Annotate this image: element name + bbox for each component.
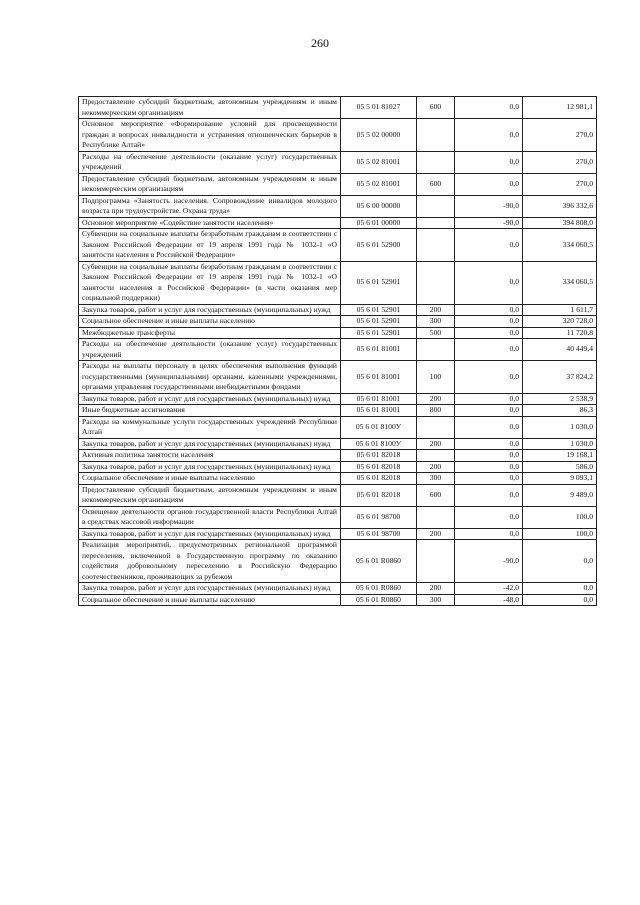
expense-name-cell: Иные бюджетные ассигнования xyxy=(79,405,341,417)
change-amount-cell: 0,0 xyxy=(455,506,523,528)
total-amount-cell: 394 808,0 xyxy=(523,217,597,229)
expense-name-cell: Закупка товаров, работ и услуг для государственных (муниципальных) нужд xyxy=(79,461,341,473)
budget-table xyxy=(78,96,597,606)
expense-type-cell xyxy=(417,506,455,528)
target-code-cell: 05 6 01 R0860 xyxy=(341,594,417,606)
target-code-cell: 05 6 01 82018 xyxy=(341,450,417,462)
total-amount-cell: 19 168,1 xyxy=(523,450,597,462)
total-amount-cell: 270,0 xyxy=(523,173,597,195)
target-code-cell: 05 6 01 52900 xyxy=(341,229,417,262)
table-row xyxy=(79,97,597,119)
table-row xyxy=(79,461,597,473)
table-row xyxy=(79,339,597,361)
expense-name-cell: Социальное обеспечение и иные выплаты населению xyxy=(79,473,341,485)
change-amount-cell: 0,0 xyxy=(455,97,523,119)
change-amount-cell: 0,0 xyxy=(455,484,523,506)
total-amount-cell: 100,0 xyxy=(523,528,597,540)
expense-name-cell: Закупка товаров, работ и услуг для государственных (муниципальных) нужд xyxy=(79,528,341,540)
target-code-cell: 05 6 01 8100У xyxy=(341,416,417,438)
change-amount-cell: 0,0 xyxy=(455,229,523,262)
change-amount-cell: 0,0 xyxy=(455,528,523,540)
expense-type-cell: 200 xyxy=(417,304,455,316)
table-row xyxy=(79,151,597,173)
expense-type-cell xyxy=(417,339,455,361)
target-code-cell: 05 6 01 81001 xyxy=(341,405,417,417)
target-code-cell: 05 5 02 00000 xyxy=(341,119,417,152)
expense-type-cell: 100 xyxy=(417,361,455,394)
expense-type-cell: 200 xyxy=(417,583,455,595)
expense-name-cell: Социальное обеспечение и иные выплаты населению xyxy=(79,594,341,606)
change-amount-cell: 0,0 xyxy=(455,261,523,304)
target-code-cell: 05 6 01 52901 xyxy=(341,261,417,304)
target-code-cell: 05 6 01 52901 xyxy=(341,327,417,339)
table-row xyxy=(79,473,597,485)
expense-type-cell xyxy=(417,151,455,173)
target-code-cell: 05 5 02 81001 xyxy=(341,151,417,173)
target-code-cell: 05 6 01 82018 xyxy=(341,473,417,485)
expense-name-cell: Субвенции на социальные выплаты безработным гражданам в соответствии с Законом Российской Федерации от 19 апреля 1991 года № 1032-1 «О занятости населения в Российской Федерации» xyxy=(79,229,341,262)
total-amount-cell: 1 030,0 xyxy=(523,416,597,438)
change-amount-cell: 0,0 xyxy=(455,119,523,152)
expense-name-cell: Расходы на обеспечение деятельности (оказание услуг) государственных учреждений xyxy=(79,339,341,361)
expense-name-cell: Предоставление субсидий бюджетным, автономным учреждениям и иным некоммерческим организациям xyxy=(79,173,341,195)
target-code-cell: 05 6 01 81001 xyxy=(341,361,417,394)
expense-type-cell xyxy=(417,416,455,438)
total-amount-cell: 334 060,5 xyxy=(523,261,597,304)
table-row xyxy=(79,405,597,417)
target-code-cell: 05 6 01 00000 xyxy=(341,217,417,229)
total-amount-cell: 270,0 xyxy=(523,119,597,152)
expense-type-cell: 500 xyxy=(417,327,455,339)
expense-name-cell: Субвенции на социальные выплаты безработным гражданам в соответствии с Законом Российской Федерации от 19 апреля 1991 года № 1032-1 «О занятости населения в Российской Федерации» (в части оказания мер социальной поддержки) xyxy=(79,261,341,304)
change-amount-cell: -90,0 xyxy=(455,217,523,229)
expense-type-cell: 300 xyxy=(417,316,455,328)
expense-type-cell: 600 xyxy=(417,173,455,195)
expense-name-cell: Расходы на выплаты персоналу в целях обеспечения выполнения функций государственными (муниципальными) органами, казенными учреждениями, органами управления государственными внебюджетными фондами xyxy=(79,361,341,394)
change-amount-cell: -90,0 xyxy=(455,195,523,217)
expense-type-cell xyxy=(417,261,455,304)
expense-type-cell xyxy=(417,195,455,217)
page-number: 260 xyxy=(311,36,329,50)
change-amount-cell: 0,0 xyxy=(455,304,523,316)
expense-name-cell: Предоставление субсидий бюджетным, автономным учреждениям и иным некоммерческим организациям xyxy=(79,97,341,119)
total-amount-cell: 0,0 xyxy=(523,540,597,583)
total-amount-cell: 0,0 xyxy=(523,594,597,606)
target-code-cell: 05 6 01 R0860 xyxy=(341,583,417,595)
expense-name-cell: Активная политика занятости населения xyxy=(79,450,341,462)
table-row xyxy=(79,229,597,262)
table-row xyxy=(79,304,597,316)
table-row xyxy=(79,583,597,595)
total-amount-cell: 9 489,0 xyxy=(523,484,597,506)
table-row xyxy=(79,217,597,229)
target-code-cell: 05 6 01 98700 xyxy=(341,506,417,528)
change-amount-cell: 0,0 xyxy=(455,450,523,462)
table-row xyxy=(79,361,597,394)
change-amount-cell: 0,0 xyxy=(455,473,523,485)
expense-name-cell: Предоставление субсидий бюджетным, автономным учреждениям и иным некоммерческим организациям xyxy=(79,484,341,506)
change-amount-cell: -48,0 xyxy=(455,594,523,606)
expense-name-cell: Закупка товаров, работ и услуг для государственных (муниципальных) нужд xyxy=(79,438,341,450)
target-code-cell: 05 5 02 81001 xyxy=(341,173,417,195)
change-amount-cell: 0,0 xyxy=(455,461,523,473)
total-amount-cell: 2 538,9 xyxy=(523,393,597,405)
expense-type-cell: 200 xyxy=(417,393,455,405)
total-amount-cell: 9 093,1 xyxy=(523,473,597,485)
table-row xyxy=(79,327,597,339)
total-amount-cell: 1 030,0 xyxy=(523,438,597,450)
expense-name-cell: Расходы на обеспечение деятельности (оказание услуг) государственных учреждений xyxy=(79,151,341,173)
total-amount-cell: 320 728,0 xyxy=(523,316,597,328)
expense-type-cell: 300 xyxy=(417,473,455,485)
expense-name-cell: Основное мероприятие «Формирование условий для просвещенности граждан в вопросах инвалидности и устранения отношенческих барьеров в Республике Алтай» xyxy=(79,119,341,152)
expense-name-cell: Расходы на коммунальные услуги государственных учреждений Республики Алтай xyxy=(79,416,341,438)
expense-name-cell: Социальное обеспечение и иные выплаты населению xyxy=(79,316,341,328)
expense-type-cell xyxy=(417,119,455,152)
table-row xyxy=(79,195,597,217)
change-amount-cell: 0,0 xyxy=(455,173,523,195)
table-row xyxy=(79,438,597,450)
table-row xyxy=(79,416,597,438)
target-code-cell: 05 6 01 52901 xyxy=(341,316,417,328)
table-row xyxy=(79,594,597,606)
expense-type-cell: 600 xyxy=(417,484,455,506)
budget-table-body xyxy=(79,97,597,606)
table-row xyxy=(79,528,597,540)
change-amount-cell: 0,0 xyxy=(455,327,523,339)
expense-type-cell xyxy=(417,450,455,462)
total-amount-cell: 396 332,6 xyxy=(523,195,597,217)
table-row xyxy=(79,173,597,195)
expense-type-cell: 800 xyxy=(417,405,455,417)
expense-type-cell xyxy=(417,229,455,262)
expense-type-cell: 200 xyxy=(417,461,455,473)
change-amount-cell: 0,0 xyxy=(455,393,523,405)
table-row xyxy=(79,506,597,528)
total-amount-cell: 586,0 xyxy=(523,461,597,473)
total-amount-cell: 100,0 xyxy=(523,506,597,528)
table-row xyxy=(79,316,597,328)
target-code-cell: 05 6 01 R0860 xyxy=(341,540,417,583)
change-amount-cell: 0,0 xyxy=(455,405,523,417)
expense-name-cell: Закупка товаров, работ и услуг для государственных (муниципальных) нужд xyxy=(79,583,341,595)
change-amount-cell: 0,0 xyxy=(455,361,523,394)
expense-type-cell: 200 xyxy=(417,438,455,450)
table-row xyxy=(79,261,597,304)
target-code-cell: 05 6 01 8100У xyxy=(341,438,417,450)
total-amount-cell: 37 824,2 xyxy=(523,361,597,394)
change-amount-cell: 0,0 xyxy=(455,339,523,361)
total-amount-cell: 86,3 xyxy=(523,405,597,417)
target-code-cell: 05 6 01 82018 xyxy=(341,484,417,506)
total-amount-cell: 40 449,4 xyxy=(523,339,597,361)
expense-type-cell xyxy=(417,540,455,583)
change-amount-cell: -90,0 xyxy=(455,540,523,583)
table-row xyxy=(79,119,597,152)
change-amount-cell: -42,0 xyxy=(455,583,523,595)
target-code-cell: 05 5 01 81027 xyxy=(341,97,417,119)
expense-name-cell: Закупка товаров, работ и услуг для государственных (муниципальных) нужд xyxy=(79,393,341,405)
expense-type-cell: 600 xyxy=(417,97,455,119)
expense-name-cell: Основное мероприятие «Содействие занятости населения» xyxy=(79,217,341,229)
change-amount-cell: 0,0 xyxy=(455,416,523,438)
target-code-cell: 05 6 00 00000 xyxy=(341,195,417,217)
expense-type-cell xyxy=(417,217,455,229)
total-amount-cell: 270,0 xyxy=(523,151,597,173)
expense-type-cell: 200 xyxy=(417,528,455,540)
expense-name-cell: Реализация мероприятий, предусмотренных региональной программой переселения, включенной в Государственную программу по оказанию содействия добровольному переселению в Российскую Федерацию соотечественников, проживающих за рубежом xyxy=(79,540,341,583)
target-code-cell: 05 6 01 82018 xyxy=(341,461,417,473)
change-amount-cell: 0,0 xyxy=(455,151,523,173)
total-amount-cell: 11 720,8 xyxy=(523,327,597,339)
expense-name-cell: Межбюджетные трансферты xyxy=(79,327,341,339)
change-amount-cell: 0,0 xyxy=(455,438,523,450)
table-row xyxy=(79,393,597,405)
target-code-cell: 05 6 01 52901 xyxy=(341,304,417,316)
change-amount-cell: 0,0 xyxy=(455,316,523,328)
target-code-cell: 05 6 01 81001 xyxy=(341,393,417,405)
table-row xyxy=(79,484,597,506)
total-amount-cell: 12 981,1 xyxy=(523,97,597,119)
expense-type-cell: 300 xyxy=(417,594,455,606)
total-amount-cell: 1 611,7 xyxy=(523,304,597,316)
total-amount-cell: 334 060,5 xyxy=(523,229,597,262)
table-row xyxy=(79,540,597,583)
expense-name-cell: Освещение деятельности органов государственной власти Республики Алтай в средствах массовой информации xyxy=(79,506,341,528)
table-row xyxy=(79,450,597,462)
target-code-cell: 05 6 01 81001 xyxy=(341,339,417,361)
target-code-cell: 05 6 01 98700 xyxy=(341,528,417,540)
total-amount-cell: 0,0 xyxy=(523,583,597,595)
expense-name-cell: Закупка товаров, работ и услуг для государственных (муниципальных) нужд xyxy=(79,304,341,316)
expense-name-cell: Подпрограмма «Занятость населения. Сопровождение инвалидов молодого возраста при трудоустройстве. Охрана труда» xyxy=(79,195,341,217)
